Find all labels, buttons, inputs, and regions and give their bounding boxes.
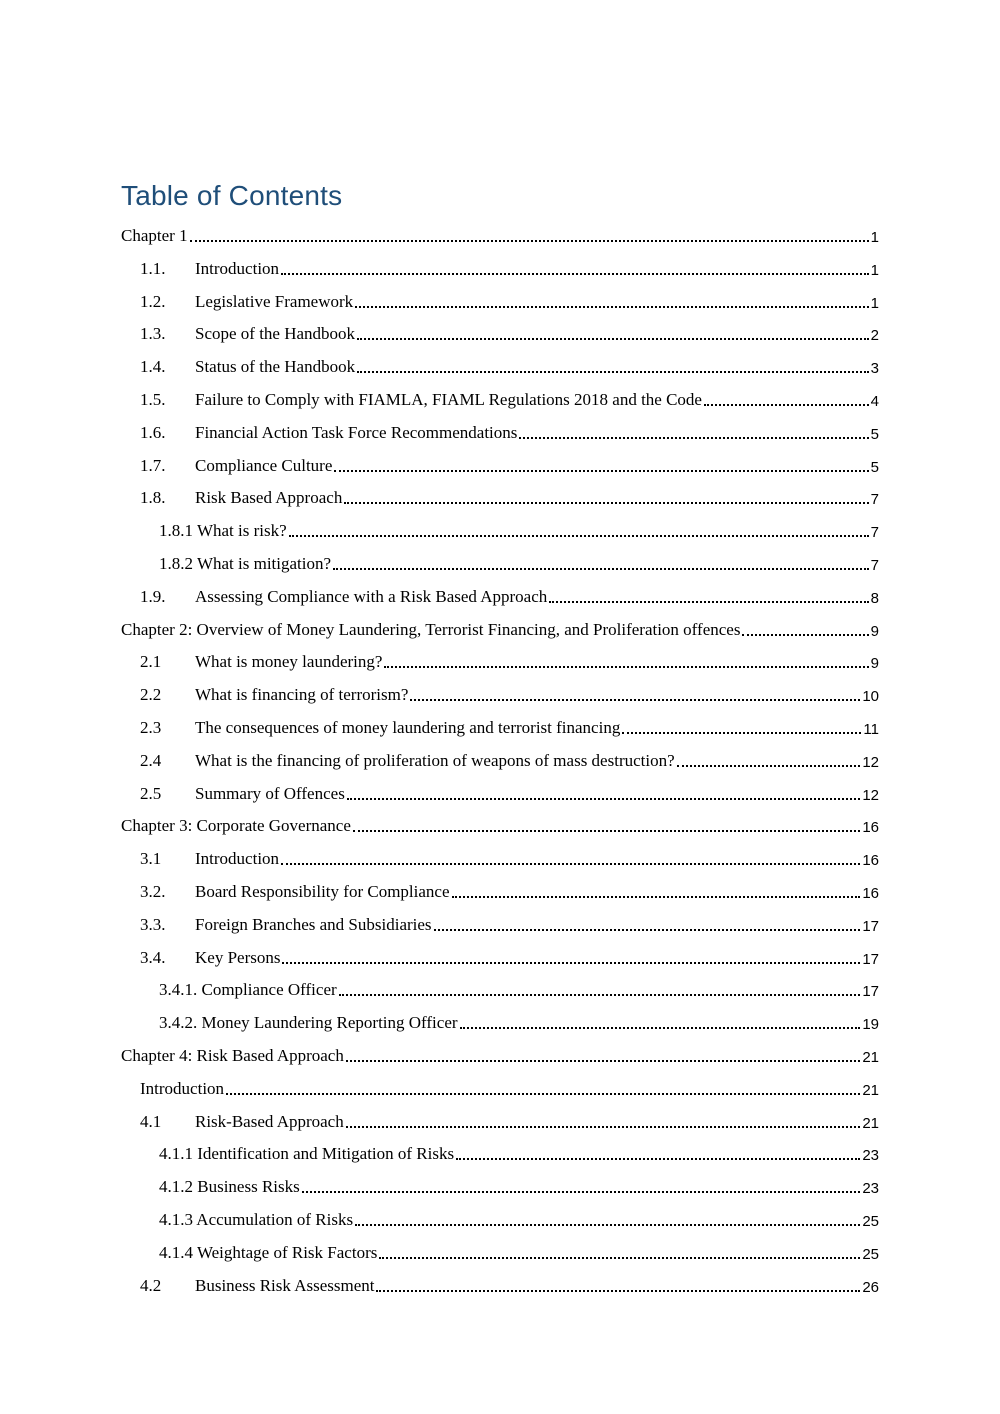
- toc-entry-number: 3.2.: [140, 882, 166, 901]
- toc-entry-number: 1.4.: [140, 357, 166, 377]
- toc-entry[interactable]: [140, 414, 879, 447]
- toc-page-number: 21: [862, 1049, 879, 1066]
- toc-dot-leader: [376, 1290, 860, 1292]
- toc-entry[interactable]: [159, 545, 879, 578]
- toc-dot-leader: [434, 929, 861, 931]
- toc-entry[interactable]: [140, 939, 879, 972]
- toc-page-number: 9: [870, 622, 879, 640]
- toc-entry-title: Financial Action Task Force Recommendations: [195, 422, 518, 442]
- toc-entry[interactable]: [140, 873, 879, 906]
- toc-entry-number: 2.4: [140, 750, 162, 770]
- toc-entry-title: What is financing of terrorism?: [195, 685, 409, 705]
- toc-dot-leader: [460, 1027, 861, 1029]
- toc-page-number: 12: [862, 753, 879, 771]
- toc-page-number: 8: [870, 589, 879, 607]
- toc-entry[interactable]: [121, 807, 879, 840]
- toc-entry-title: Business Risk Assessment: [195, 1275, 375, 1295]
- toc-entry-number: 3.3.: [140, 914, 166, 934]
- toc-dot-leader: [346, 1126, 861, 1128]
- toc-page-number: 10: [862, 688, 879, 706]
- toc-dot-leader: [353, 830, 860, 832]
- toc-entry-number: 1.1.: [140, 258, 166, 278]
- toc-dot-leader: [355, 306, 869, 308]
- toc-dot-leader: [622, 732, 861, 734]
- toc-entry[interactable]: [121, 217, 879, 250]
- toc-dot-leader: [452, 896, 861, 898]
- toc-dot-leader: [456, 1158, 860, 1160]
- toc-entry-number: 1.8.: [140, 488, 166, 508]
- toc-page-number: 21: [862, 1081, 879, 1099]
- toc-dot-leader: [281, 863, 860, 865]
- toc-entry[interactable]: [140, 447, 879, 480]
- toc-page-number: 23: [862, 1147, 879, 1165]
- toc-entry-number: 2.5: [140, 783, 162, 803]
- toc-page-number: 26: [862, 1278, 879, 1296]
- toc-page-number: 16: [862, 885, 879, 902]
- toc-page-number: 19: [862, 1016, 879, 1034]
- toc-entry-title: The consequences of money laundering and terrorist financing: [195, 718, 621, 737]
- toc-page-number: 2: [870, 327, 879, 345]
- toc-entry-title: Chapter 1: [121, 226, 188, 245]
- toc-entry[interactable]: [140, 348, 879, 381]
- toc-entry-title: Risk Based Approach: [195, 488, 343, 508]
- toc-entry[interactable]: [159, 1004, 879, 1037]
- toc-entry-title: Status of the Handbook: [195, 357, 356, 377]
- toc-dot-leader: [347, 798, 861, 800]
- toc-entry-title: 1.8.2 What is mitigation?: [159, 554, 332, 573]
- toc-entry[interactable]: [140, 1070, 879, 1103]
- toc-entry[interactable]: [140, 643, 879, 676]
- toc-entry-title: Scope of the Handbook: [195, 324, 356, 344]
- toc-dot-leader: [226, 1093, 860, 1095]
- toc-dot-leader: [355, 1224, 860, 1226]
- toc-entry-title: Chapter 3: Corporate Governance: [121, 816, 351, 836]
- toc-entry[interactable]: [140, 775, 879, 808]
- toc-entry-title: Chapter 4: Risk Based Approach: [121, 1046, 344, 1065]
- toc-entry-title: Assessing Compliance with a Risk Based Approach: [195, 586, 548, 606]
- toc-dot-leader: [334, 470, 868, 472]
- toc-page-number: 4: [870, 393, 879, 410]
- toc-dot-leader: [384, 666, 868, 668]
- toc-entry-number: 1.3.: [140, 324, 166, 344]
- toc-entry[interactable]: [121, 1037, 879, 1070]
- toc-page-number: 5: [870, 458, 879, 476]
- toc-dot-leader: [282, 962, 860, 964]
- toc-entry[interactable]: [140, 578, 879, 611]
- toc-dot-leader: [742, 634, 868, 636]
- toc-dot-leader: [190, 240, 869, 242]
- toc-entry-title: Chapter 2: Overview of Money Laundering, Terrorist Financing, and Proliferation offences: [121, 619, 741, 639]
- toc-entry-number: 2.3: [140, 718, 162, 737]
- toc-entry[interactable]: [140, 381, 879, 414]
- toc-entry-number: 1.9.: [140, 586, 166, 606]
- toc-entry[interactable]: [140, 1103, 879, 1136]
- toc-dot-leader: [289, 535, 869, 537]
- toc-entry-title: What is the financing of proliferation of weapons of mass destruction?: [195, 750, 675, 770]
- toc-page-number: 7: [870, 524, 879, 542]
- toc-entry-number: 1.5.: [140, 390, 166, 409]
- toc-entry[interactable]: [140, 1267, 879, 1300]
- toc-page-number: 12: [862, 786, 879, 804]
- toc-dot-leader: [333, 568, 869, 570]
- toc-entry-title: 4.1.4 Weightage of Risk Factors: [159, 1242, 378, 1262]
- toc-dot-leader: [344, 502, 868, 504]
- toc-dot-leader: [357, 371, 869, 373]
- toc-dot-leader: [339, 994, 861, 996]
- toc-entry[interactable]: [140, 283, 879, 316]
- page-title: Table of Contents: [121, 180, 343, 211]
- toc-entry-title: Legislative Framework: [195, 291, 354, 311]
- toc-entry-title: Compliance Culture: [195, 455, 333, 475]
- toc-entry-number: 3.1: [140, 849, 162, 869]
- toc-page-number: 23: [862, 1180, 879, 1198]
- toc-page-number: 16: [862, 852, 879, 870]
- toc-page-number: 25: [862, 1245, 879, 1263]
- toc-page-number: 17: [862, 950, 879, 968]
- toc-entry-title: 4.1.3 Accumulation of Risks: [159, 1210, 354, 1229]
- toc-dot-leader: [302, 1191, 861, 1193]
- toc-entry[interactable]: [121, 611, 879, 644]
- toc-page-number: 17: [862, 917, 879, 935]
- toc-entry-title: 3.4.2. Money Laundering Reporting Officer: [159, 1013, 458, 1033]
- toc-page-number: 21: [862, 1114, 879, 1132]
- toc-entry[interactable]: [140, 315, 879, 348]
- toc-entry-title: Failure to Comply with FIAMLA, FIAML Regulations 2018 and the Code: [195, 390, 702, 409]
- toc-entry-number: 3.4.: [140, 947, 166, 967]
- toc-entry[interactable]: [140, 479, 879, 512]
- toc-entry-number: 1.7.: [140, 455, 166, 475]
- toc-page-number: 16: [862, 819, 879, 837]
- toc-entry[interactable]: [140, 250, 879, 283]
- toc-entry[interactable]: [159, 971, 879, 1004]
- toc-dot-leader: [549, 601, 868, 603]
- toc-entry[interactable]: [140, 709, 879, 742]
- toc-entry-title: 4.1.2 Business Risks: [159, 1177, 300, 1197]
- toc-entry-title: 1.8.1 What is risk?: [159, 521, 287, 541]
- toc-entry-title: Risk-Based Approach: [195, 1111, 344, 1131]
- toc-entry[interactable]: [159, 1135, 879, 1168]
- toc-entry-number: 1.6.: [140, 422, 166, 442]
- toc-entry-number: 2.2: [140, 685, 162, 705]
- toc-entry-number: 4.2: [140, 1275, 162, 1295]
- toc-page-number: 7: [870, 557, 879, 574]
- toc-dot-leader: [379, 1257, 860, 1259]
- toc-entry-title: Board Responsibility for Compliance: [195, 882, 450, 901]
- toc-page-number: 1: [870, 261, 879, 279]
- toc-page-number: 9: [870, 655, 879, 673]
- toc-dot-leader: [519, 437, 868, 439]
- toc-dot-leader: [677, 765, 861, 767]
- toc-entry[interactable]: [140, 840, 879, 873]
- toc-page-number: 5: [870, 425, 879, 443]
- toc-entry-title: Introduction: [195, 258, 280, 278]
- toc-entry-title: What is money laundering?: [195, 652, 383, 672]
- toc-dot-leader: [346, 1060, 860, 1062]
- toc-dot-leader: [281, 273, 869, 275]
- toc-entry[interactable]: [159, 1168, 879, 1201]
- toc-entry-number: 4.1: [140, 1111, 162, 1131]
- toc-dot-leader: [704, 404, 869, 406]
- toc-entry[interactable]: [159, 1201, 879, 1234]
- toc-entry-title: Foreign Branches and Subsidiaries: [195, 914, 432, 934]
- toc-entry-number: 1.2.: [140, 291, 166, 311]
- toc-page-number: 7: [870, 491, 879, 509]
- toc-dot-leader: [357, 338, 869, 340]
- toc-page-number: 1: [870, 229, 879, 246]
- toc-page-number: 1: [870, 294, 879, 312]
- toc-entry[interactable]: [140, 742, 879, 775]
- toc-entry-number: 2.1: [140, 652, 162, 672]
- toc-page-number: 3: [870, 360, 879, 378]
- toc-entry-title: Introduction: [195, 849, 280, 869]
- toc-entry-title: Summary of Offences: [195, 783, 345, 803]
- toc-entry-title: Introduction: [140, 1078, 225, 1098]
- toc-entry-title: 4.1.1 Identification and Mitigation of Risks: [159, 1144, 455, 1164]
- toc-page-number: 11: [863, 721, 879, 738]
- toc-entry[interactable]: [159, 512, 879, 545]
- toc-dot-leader: [410, 699, 860, 701]
- toc-page-number: 25: [862, 1213, 879, 1230]
- toc-entry-title: Key Persons: [195, 947, 281, 967]
- toc-entry-title: 3.4.1. Compliance Officer: [159, 980, 337, 1000]
- toc-entry[interactable]: [159, 1234, 879, 1267]
- toc-entry[interactable]: [140, 906, 879, 939]
- toc-entry[interactable]: [140, 676, 879, 709]
- toc-page-number: 17: [862, 983, 879, 1001]
